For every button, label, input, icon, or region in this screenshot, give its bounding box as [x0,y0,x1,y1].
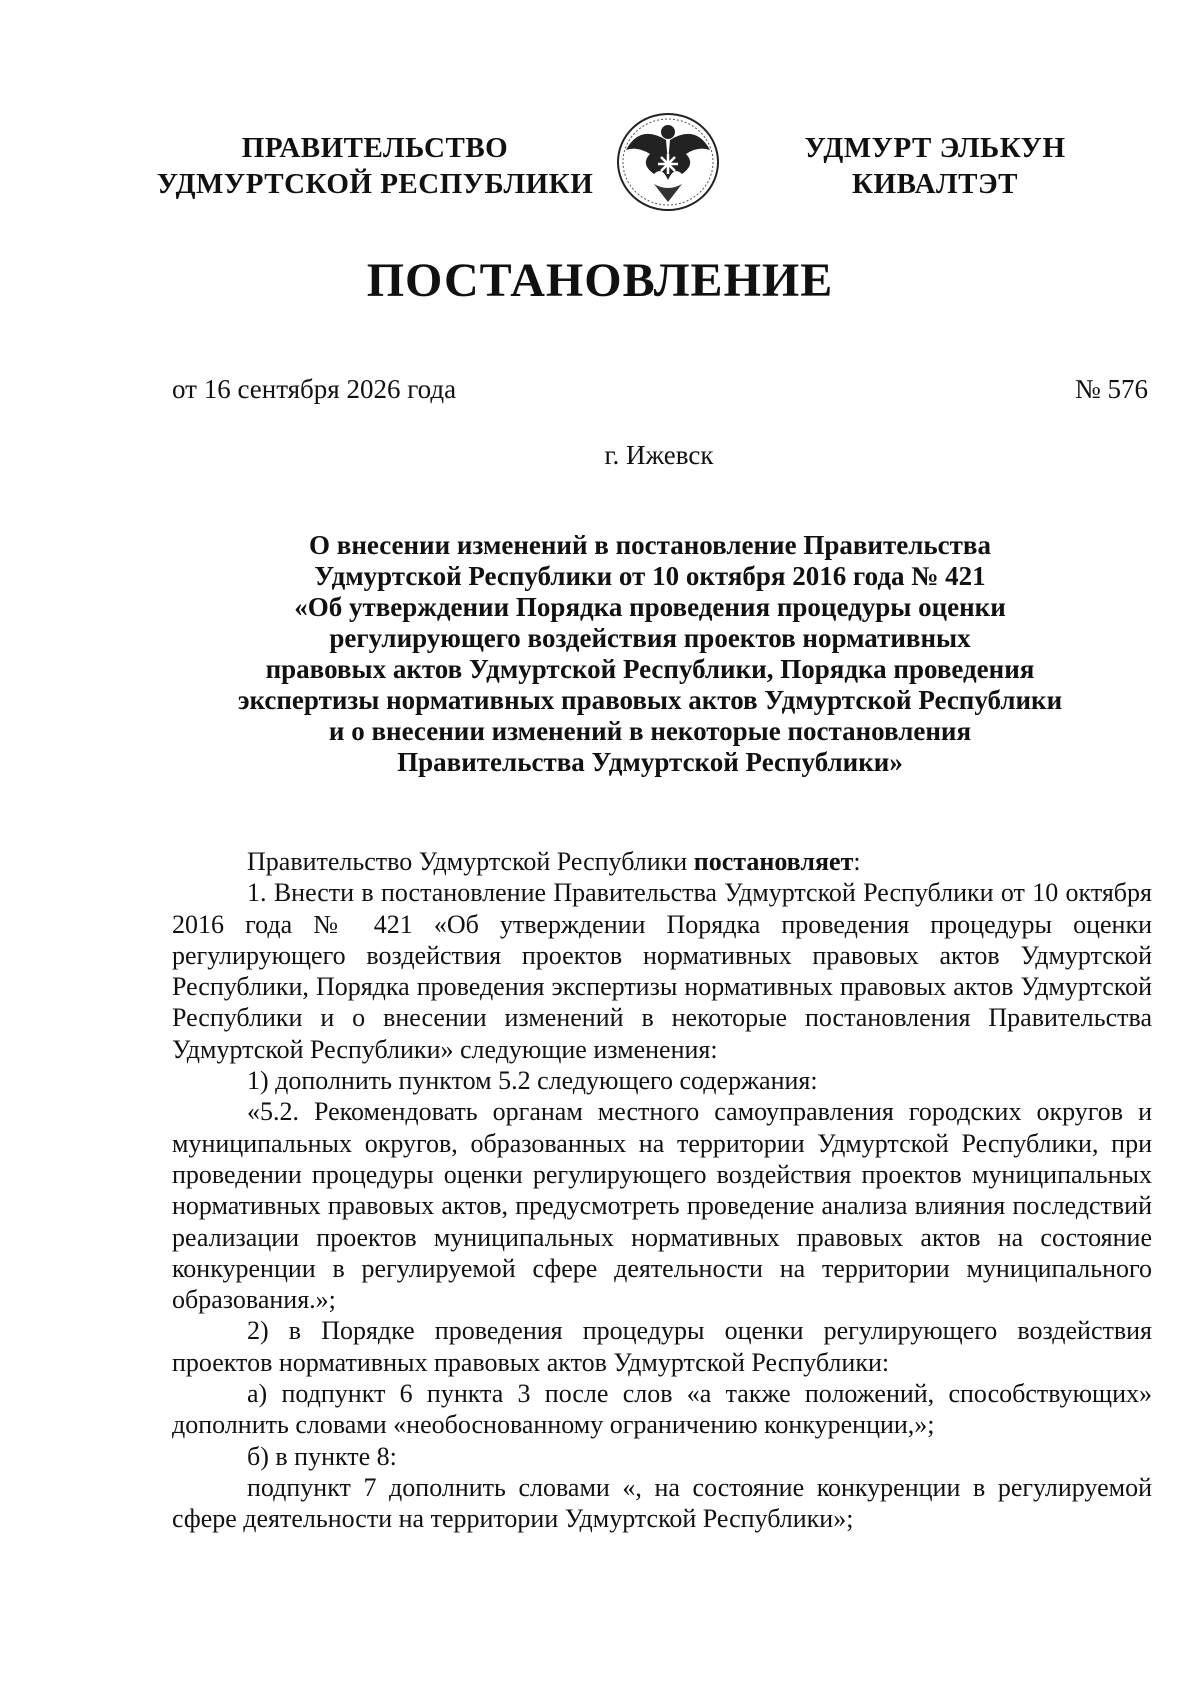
government-name-line1: ПРАВИТЕЛЬСТВО [241,132,509,164]
udmurt-emblem-icon [612,110,724,214]
subject-line: Правительства Удмуртской Республики» [397,747,903,777]
subject-line: «Об утверждении Порядка проведения процедуры оценки [294,592,1006,622]
intro-paragraph [172,846,1152,877]
paragraph-2: 1) дополнить пунктом 5.2 следующего содержания: [247,1066,818,1096]
paragraph-4: 2) в Порядке проведения процедуры оценки регулирующего воздействия проектов нормативных правовых актов Удмуртской Республики: [172,1316,1152,1377]
government-name-line2: УДМУРТСКОЙ РЕСПУБЛИКИ [156,168,594,200]
paragraph-3: «5.2. Рекомендовать органам местного самоуправления городских округов и муниципальных округов, образованных на территории Удмуртской Республики, при проведении процедуры оценки регулирующего воздействия проектов муниципальных нормативных правовых актов, предусмотреть проведение анализа влияния последствий реализации проектов муниципальных нормативных правовых актов на состояние конкуренции в регулируемой сфере деятельности на территории муниципального образования.»; [172,1097,1152,1315]
intro-text: Правительство Удмуртской Республики [247,847,694,876]
subject-line: регулирующего воздействия проектов нормативных [329,623,971,653]
document-title: ПОСТАНОВЛЕНИЕ [366,254,834,307]
government-name-udmurt [775,130,1095,202]
paragraph-5: а) подпункт 6 пункта 3 после слов «а также положений, способствующих» дополнить словами «необоснованному ограничению конкуренции,»; [172,1379,1152,1440]
udmurt-name-line1: УДМУРТ ЭЛЬКУН [804,132,1066,164]
paragraph-1: 1. Внести в постановление Правительства Удмуртской Республики от 10 октября 2016 года № 421 «Об утверждении Порядка проведения процедуры оценки регулирующего воздействия проектов нормативных правовых актов Удмуртской Республики, Порядка проведения экспертизы нормативных правовых актов Удмуртской Республики и о внесении изменений в некоторые постановления Правительства Удмуртской Республики» следующие изменения: [172,878,1152,1064]
paragraph-6: б) в пункте 8: [247,1441,397,1471]
subject-line: Удмуртской Республики от 10 октября 2016 года № 421 [314,561,986,591]
document-city: г. Ижевск [604,440,714,470]
subject-line: экспертизы нормативных правовых актов Удмуртской Республики [237,685,1063,715]
subject-line: и о внесении изменений в некоторые постановления [328,716,972,746]
subject-line: правовых актов Удмуртской Республики, Порядка проведения [265,654,1035,684]
paragraph-7: подпункт 7 дополнить словами «, на состояние конкуренции в регулируемой сфере деятельности на территории Удмуртской Республики»; [172,1472,1152,1534]
intro-end-text: : [853,847,861,876]
government-name-russian [155,130,595,202]
document-number: № 576 [1074,374,1148,404]
document-subject [180,530,1120,778]
udmurt-name-line2: КИВАЛТЭТ [851,168,1018,200]
document-date: от 16 сентября 2026 года [172,374,457,404]
intro-bold-text: постановляет [693,847,854,876]
document-body [172,846,1152,1535]
subject-line: О внесении изменений в постановление Правительства [309,530,991,560]
